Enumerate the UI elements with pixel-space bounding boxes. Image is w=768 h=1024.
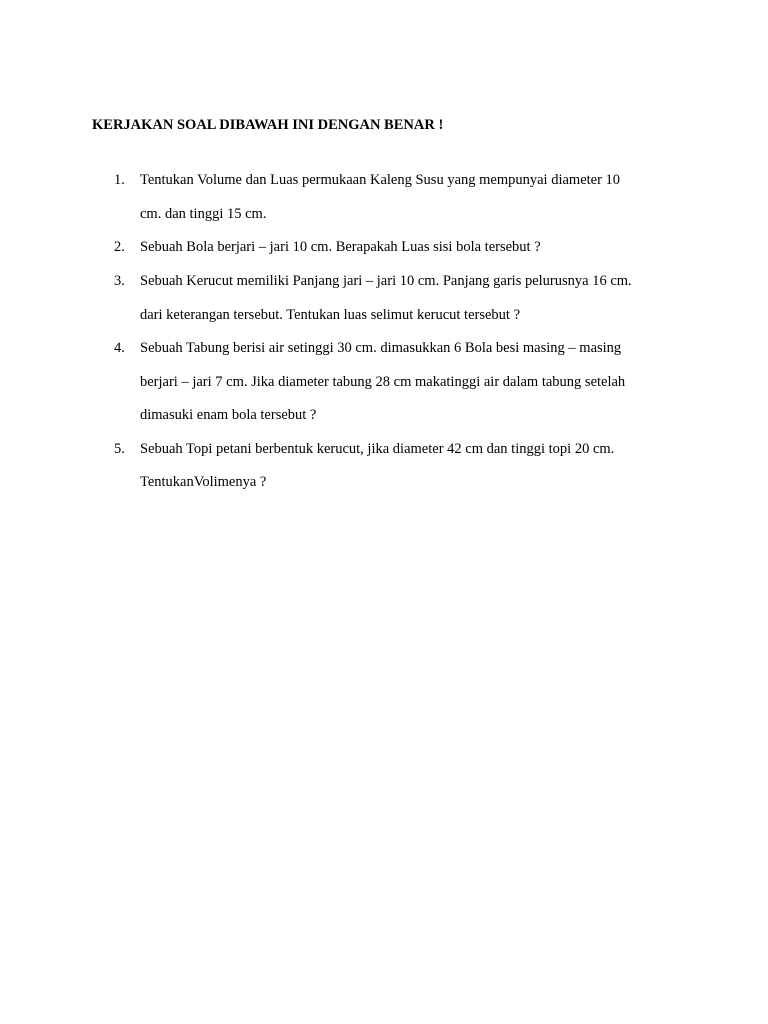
question-text-line: Sebuah Tabung berisi air setinggi 30 cm. dimasukkan 6 Bola besi masing – masing xyxy=(140,340,622,356)
question-text-line: cm. dan tinggi 15 cm. xyxy=(140,206,267,222)
question-text-line: Sebuah Topi petani berbentuk kerucut, jika diameter 42 cm dan tinggi topi 20 cm. xyxy=(140,441,615,457)
question-number: 2. xyxy=(114,239,125,255)
question-number: 4. xyxy=(114,340,125,356)
question-text-line: Sebuah Bola berjari – jari 10 cm. Berapakah Luas sisi bola tersebut ? xyxy=(140,239,541,255)
question-text-line: dari keterangan tersebut. Tentukan luas selimut kerucut tersebut ? xyxy=(140,307,521,323)
question-text-line: TentukanVolimenya ? xyxy=(140,474,267,490)
document-heading: KERJAKAN SOAL DIBAWAH INI DENGAN BENAR ! xyxy=(92,117,444,133)
question-number: 5. xyxy=(114,441,125,457)
question-text-line: berjari – jari 7 cm. Jika diameter tabung 28 cm makatinggi air dalam tabung setelah xyxy=(140,374,626,390)
question-text-line: Sebuah Kerucut memiliki Panjang jari – jari 10 cm. Panjang garis pelurusnya 16 cm. xyxy=(140,273,632,289)
question-text-line: Tentukan Volume dan Luas permukaan Kaleng Susu yang mempunyai diameter 10 xyxy=(140,172,621,188)
question-number: 1. xyxy=(114,172,125,188)
question-text-line: dimasuki enam bola tersebut ? xyxy=(140,407,317,423)
question-number: 3. xyxy=(114,273,125,289)
